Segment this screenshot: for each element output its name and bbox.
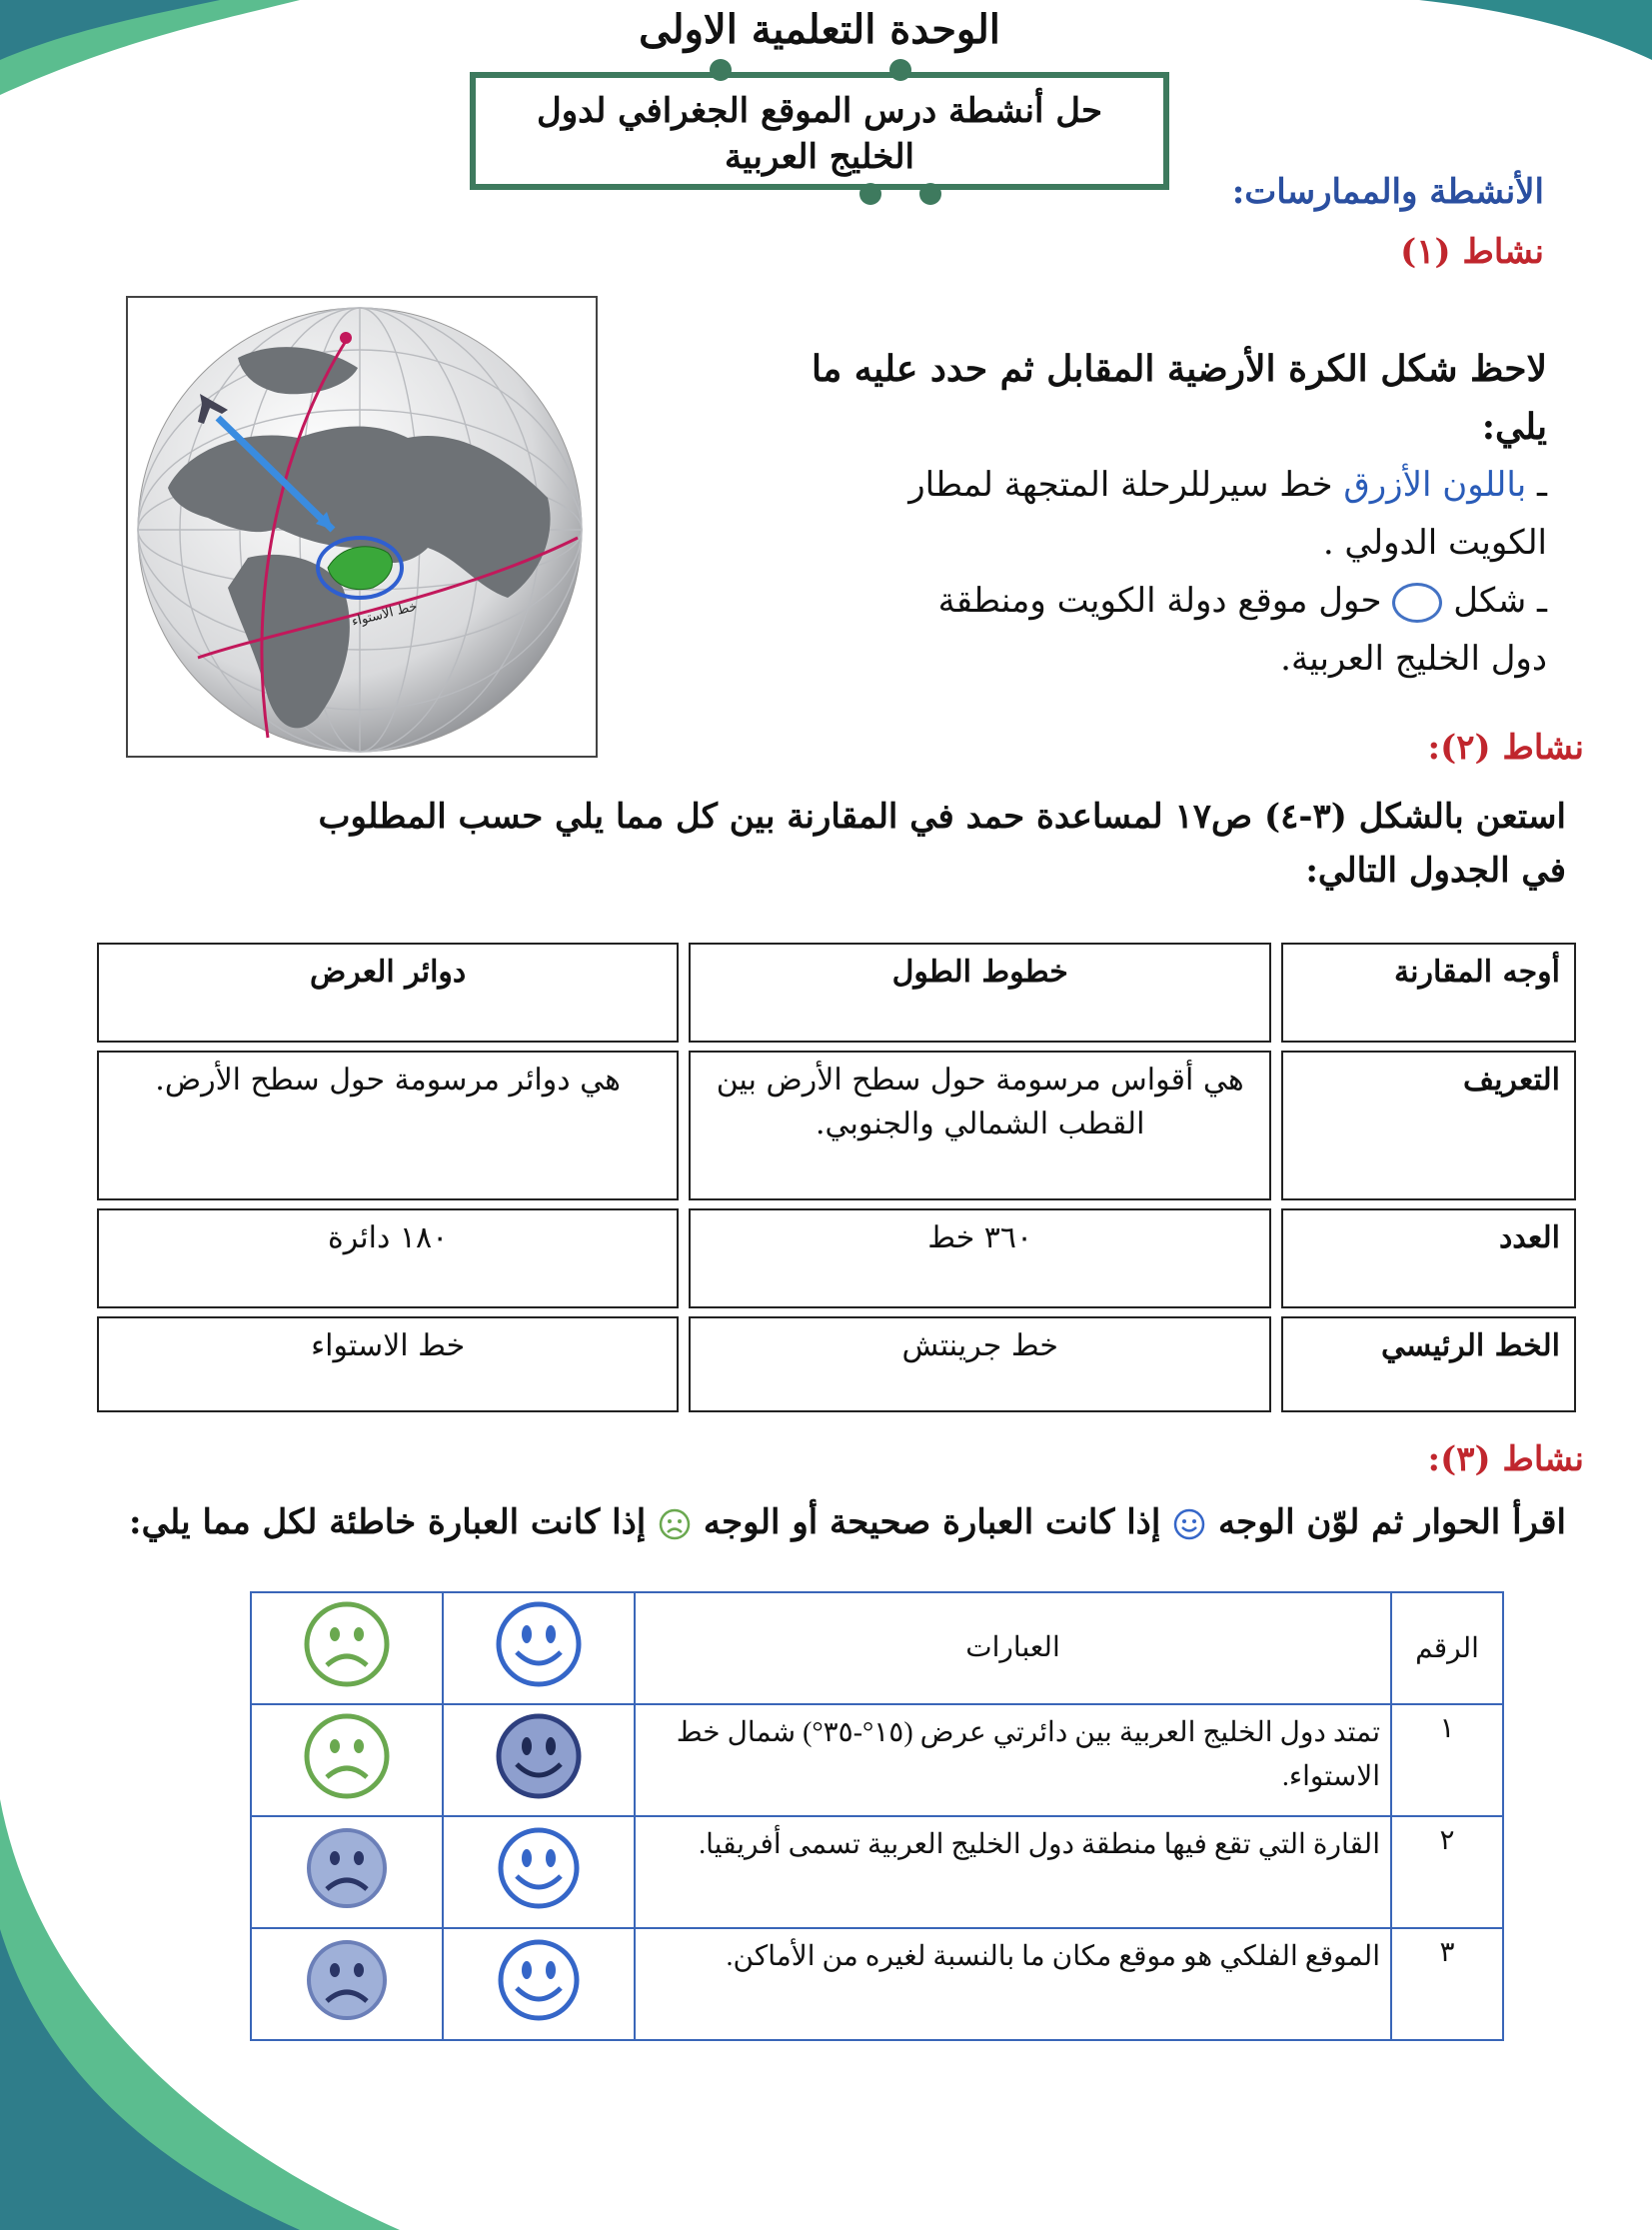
table-row [97, 1051, 1576, 1200]
decor-dot [710, 59, 732, 81]
statements-table [250, 1591, 1504, 2041]
table-row-label: العدد [1281, 1208, 1576, 1308]
frown-face-cell[interactable] [251, 1704, 443, 1816]
activity1-item2-line2: دول الخليج العربية. [1280, 639, 1547, 679]
table-header-cell: دوائر العرض [97, 943, 679, 1043]
frown-face-icon-filled [302, 1823, 392, 1913]
section-heading: الأنشطة والممارسات: [1231, 172, 1544, 212]
row-number: ٣ [1391, 1928, 1503, 2040]
lesson-title-line1: حل أنشطة درس الموقع الجغرافي لدول [536, 91, 1103, 131]
instr-part3: إذا كانت العبارة خاطئة لكل مما يلي: [129, 1502, 647, 1542]
table-row [251, 1928, 1503, 2040]
table-cell: ٣٦٠ خط [689, 1208, 1271, 1308]
table-header-cell: خطوط الطول [689, 943, 1271, 1043]
frown-face-cell[interactable] [251, 1816, 443, 1928]
smile-face-cell[interactable] [443, 1928, 635, 2040]
comparison-table [87, 935, 1586, 1420]
frown-icon [658, 1507, 692, 1541]
table-row [97, 1316, 1576, 1412]
item1-colored-text: باللون الأزرق [1343, 465, 1527, 505]
activity1-item1 [768, 456, 1547, 514]
activity1-item2 [768, 572, 1547, 630]
item1-rest: خط سيرللرحلة المتجهة لمطار [908, 465, 1333, 505]
instr-part1: اقرأ الحوار ثم لوّن الوجه [1217, 1502, 1566, 1542]
lesson-title-line2: الخليج العربية [725, 137, 914, 177]
col-number-header: الرقم [1391, 1592, 1503, 1704]
frown-face-icon [302, 1711, 392, 1801]
instr-part2: إذا كانت العبارة صحيحة أو الوجه [703, 1502, 1161, 1542]
activity2-line2: في الجدول التالي: [1305, 851, 1566, 891]
top-left-decoration [0, 0, 300, 120]
activity3-title: :نشاط (٣) [1427, 1439, 1584, 1479]
smile-face-cell[interactable] [443, 1816, 635, 1928]
smile-face-cell[interactable] [443, 1704, 635, 1816]
unit-title: الوحدة التعلمية الاولى [639, 6, 1000, 53]
top-right-decoration [1419, 0, 1652, 70]
activity3-instructions [67, 1495, 1566, 1549]
decor-dot [859, 183, 881, 205]
table-row [97, 1208, 1576, 1308]
table-cell: هي دوائر مرسومة حول سطح الأرض. [97, 1051, 679, 1200]
table-row [251, 1592, 1503, 1704]
table-row [251, 1816, 1503, 1928]
table-row-label: التعريف [1281, 1051, 1576, 1200]
smile-face-icon [494, 1823, 584, 1913]
smile-face-icon-filled [494, 1711, 584, 1801]
ring-shape-icon [1392, 583, 1442, 623]
table-cell: ١٨٠ دائرة [97, 1208, 679, 1308]
table-cell: هي أقواس مرسومة حول سطح الأرض بين القطب الشمالي والجنوبي. [689, 1051, 1271, 1200]
activity1-lead: لاحظ شكل الكرة الأرضية المقابل ثم حدد عليه ما يلي: [812, 348, 1547, 448]
lesson-title-box [470, 72, 1169, 190]
activity2-instructions [227, 790, 1566, 898]
frown-face-cell[interactable] [251, 1928, 443, 2040]
item2-rest: حول موقع دولة الكويت ومنطقة [937, 581, 1382, 621]
table-cell: خط جرينتش [689, 1316, 1271, 1412]
table-cell: خط الاستواء [97, 1316, 679, 1412]
activity2-line1: استعن بالشكل (٣-٤) ص١٧ لمساعدة حمد في المقارنة بين كل مما يلي حسب المطلوب [318, 797, 1566, 837]
table-row [251, 1704, 1503, 1816]
item2-start: ـ شكل [1453, 581, 1547, 621]
activity2-title: :نشاط (٢) [1427, 728, 1584, 768]
globe-svg [128, 298, 596, 756]
statement-text: الموقع الفلكي هو موقع مكان ما بالنسبة لغيره من الأماكن. [635, 1928, 1391, 2040]
statement-text: القارة التي تقع فيها منطقة دول الخليج العربية تسمى أفريقيا. [635, 1816, 1391, 1928]
north-pole-dot [340, 332, 352, 344]
table-header-cell: أوجه المقارنة [1281, 943, 1576, 1043]
decor-dot [919, 183, 941, 205]
activity1-text [768, 340, 1547, 688]
item1-dash: ـ [1537, 465, 1547, 505]
statement-text: تمتد دول الخليج العربية بين دائرتي عرض (١٥°-٣٥°) شمال خط الاستواء. [635, 1704, 1391, 1816]
col-statements-header: العبارات [635, 1592, 1391, 1704]
table-row [97, 943, 1576, 1043]
smile-face-cell[interactable] [443, 1592, 635, 1704]
row-number: ١ [1391, 1704, 1503, 1816]
frown-face-icon [302, 1599, 392, 1689]
frown-face-cell[interactable] [251, 1592, 443, 1704]
smiley-icon [1172, 1507, 1206, 1541]
decor-dot [889, 59, 911, 81]
table-row-label: الخط الرئيسي [1281, 1316, 1576, 1412]
smile-face-icon [494, 1935, 584, 2025]
globe-figure [126, 296, 598, 758]
row-number: ٢ [1391, 1816, 1503, 1928]
activity1-item1-line2: الكويت الدولي . [1322, 523, 1547, 563]
activity1-title: نشاط (١) [1400, 232, 1544, 272]
smile-face-icon [494, 1599, 584, 1689]
frown-face-icon-filled [302, 1935, 392, 2025]
equator-label: خط الاستواء [350, 599, 419, 631]
